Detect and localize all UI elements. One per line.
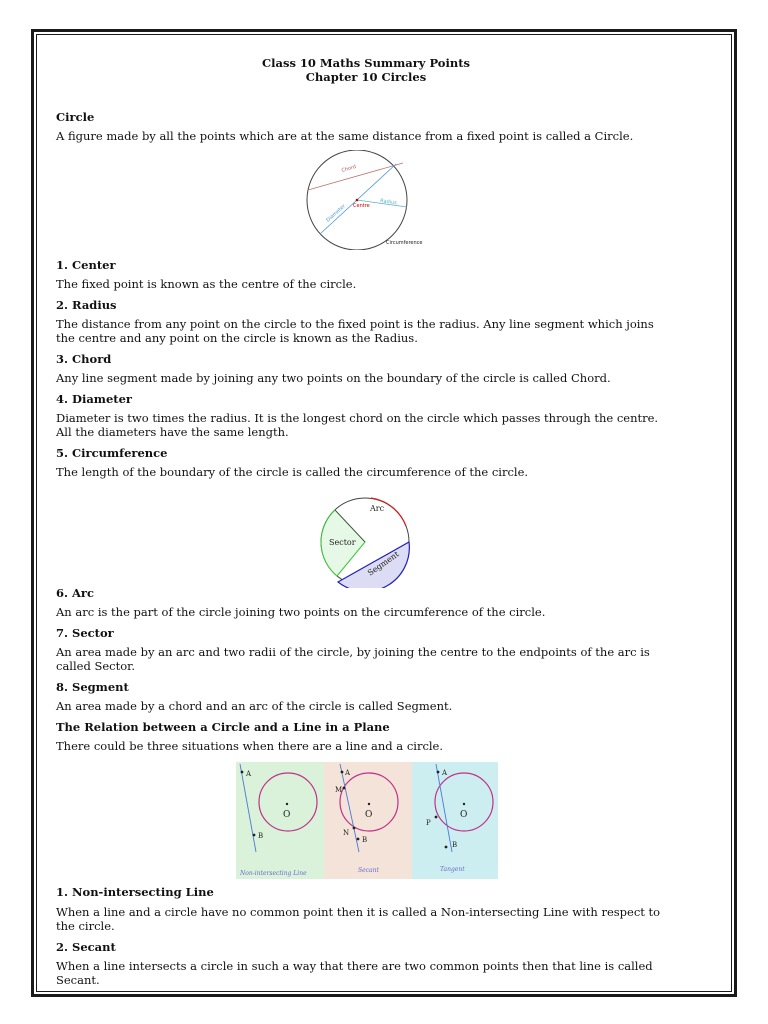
fig2-segment-label: Segment (365, 549, 401, 578)
circle-line-relations-figure (236, 762, 498, 879)
heading-nonintersecting: 1. Non-intersecting Line (56, 885, 214, 899)
text-center: The fixed point is known as the centre of the circle. (56, 277, 357, 291)
text-chord: Any line segment made by joining any two points on the boundary of the circle is called Chord. (56, 371, 611, 385)
heading-circle: Circle (56, 110, 95, 124)
text-nonintersecting: When a line and a circle have no common point then it is called a Non-intersecting Line with respect to the circle. (56, 905, 661, 933)
arc-sector-segment-figure (316, 496, 416, 588)
p1-label-o: O (283, 810, 291, 820)
p1-label-b: B (258, 832, 264, 840)
fig1-radius-label: Radius (379, 198, 398, 207)
heading-chord: 3. Chord (56, 352, 112, 366)
p2-label-b: B (362, 836, 368, 844)
p1-label-a: A (246, 770, 252, 778)
heading-segment: 8. Segment (56, 680, 129, 694)
doc-subtitle: Chapter 10 Circles (305, 70, 427, 84)
heading-sector: 7. Sector (56, 626, 114, 640)
p3-label-p: P (426, 819, 431, 827)
p2-caption: Secant (358, 867, 379, 874)
fig1-centre-label: Centre (353, 203, 370, 209)
text-radius: The distance from any point on the circle to the fixed point is the radius. Any line segment which joins the centre and any point on the circle is known as the Radius. (56, 317, 654, 345)
text-circle: A figure made by all the points which are at the same distance from a fixed point is called a Circle. (56, 129, 634, 143)
text-diameter: Diameter is two times the radius. It is the longest chord on the circle which passes through the centre. All the diameters have the same length. (56, 411, 659, 439)
heading-circumference: 5. Circumference (56, 446, 168, 460)
p2-label-m: M (335, 786, 343, 794)
text-circumference: The length of the boundary of the circle is called the circumference of the circle. (56, 465, 529, 479)
fig1-circumference-label: Circumference (386, 240, 423, 246)
heading-diameter: 4. Diameter (56, 392, 132, 406)
text-segment: An area made by a chord and an arc of the circle is called Segment. (56, 699, 453, 713)
fig1-chord-label: Chord (340, 164, 357, 174)
p3-caption: Tangent (440, 866, 465, 873)
text-relation: There could be three situations when there are a line and a circle. (56, 739, 444, 753)
text-secant: When a line intersects a circle in such a way that there are two common points then that line is called Secant. (56, 959, 653, 987)
heading-relation: The Relation between a Circle and a Line in a Plane (56, 720, 390, 734)
p2-label-a: A (345, 769, 351, 777)
fig2-arc-label: Arc (370, 504, 385, 513)
heading-arc: 6. Arc (56, 586, 94, 600)
heading-secant: 2. Secant (56, 940, 116, 954)
p2-label-o: O (365, 810, 373, 820)
text-arc: An arc is the part of the circle joining two points on the circumference of the circle. (56, 605, 546, 619)
p2-label-n: N (343, 829, 350, 837)
doc-title: Class 10 Maths Summary Points (262, 56, 470, 70)
p3-label-a: A (442, 769, 448, 777)
p1-caption: Non-intersecting Line (240, 870, 307, 877)
panel-tangent (412, 762, 498, 879)
fig1-diameter-label: Diameter (325, 203, 347, 224)
text-sector: An area made by an arc and two radii of the circle, by joining the centre to the endpoints of the arc is called Sector. (56, 645, 650, 673)
circle-parts-figure (300, 150, 430, 250)
heading-radius: 2. Radius (56, 298, 117, 312)
p3-label-o: O (460, 810, 468, 820)
panel-secant (324, 762, 412, 879)
heading-center: 1. Center (56, 258, 116, 272)
p3-label-b: B (452, 841, 458, 849)
fig2-sector-label: Sector (329, 538, 356, 547)
